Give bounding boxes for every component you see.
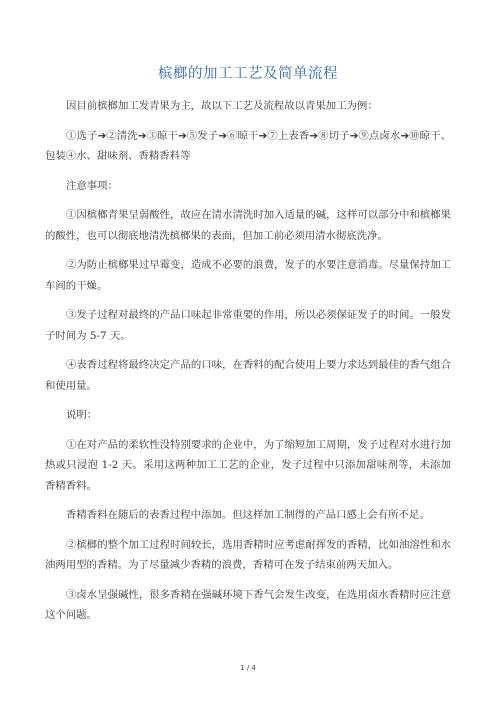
document-body [45, 96, 451, 635]
notes-heading: 注意事项： [66, 179, 118, 192]
page-number: 1 / 4 [240, 664, 256, 672]
explanation-paragraph: ②槟榔的整个加工过程时间较长，选用香精时应考虑耐挥发的香精，比如油溶性和水油两用型的香精。为了尽量减少香精的浪费，香精可在发子结束前两天加入。 [45, 538, 451, 571]
explanation-paragraph: ③卤水呈强碱性，很多香精在强碱环境下香气会发生改变，在选用卤水香精时应注意这个问题。 [45, 588, 451, 621]
note-paragraph: ③发子过程对最终的产品口味起非常重要的作用，所以必须保证发子的时间。一般发子时间为 5-7 天。 [45, 309, 451, 342]
explanation-paragraph: ①在对产品的柔软性没特别要求的企业中，为了缩短加工周期，发子过程对水进行加热或只浸泡 1-2 天。采用这两种加工工艺的企业，发子过程中只添加甜味剂等，未添加香精香料。 [45, 438, 451, 492]
note-paragraph: ④表香过程将最终决定产品的口味，在香料的配合使用上要力求达到最佳的香气组合和使用量。 [45, 359, 451, 392]
intro-paragraph: 因目前槟榔加工发青果为主，故以下工艺及流程故以青果加工为例： [66, 100, 378, 112]
process-flow-paragraph: ①选子➔②清洗➔③晾干➔⑤发子➔⑥晾干➔⑦上表香➔⑧切子➔⑨点卤水➔⑩晾干、包装④水、甜味剂、香精香料等 [45, 129, 451, 162]
explanation-heading: 说明： [66, 409, 98, 421]
explanation-paragraph: 香精香料在随后的表香过程中添加。但这样加工制得的产品口感上会有所不足。 [66, 509, 430, 521]
note-paragraph: ②为防止槟榔果过早霉变，造成不必要的浪费，发子的水要注意消毒。尽量保持加工车间的干燥。 [45, 259, 451, 292]
note-paragraph: ①因槟榔青果呈弱酸性，故应在清水清洗时加入适量的碱，这样可以部分中和槟榔果的酸性，也可以彻底地清洗槟榔果的表面，但加工前必须用清水彻底洗净。 [45, 209, 451, 242]
document-title: 槟榔的加工工艺及简单流程 [158, 66, 338, 82]
